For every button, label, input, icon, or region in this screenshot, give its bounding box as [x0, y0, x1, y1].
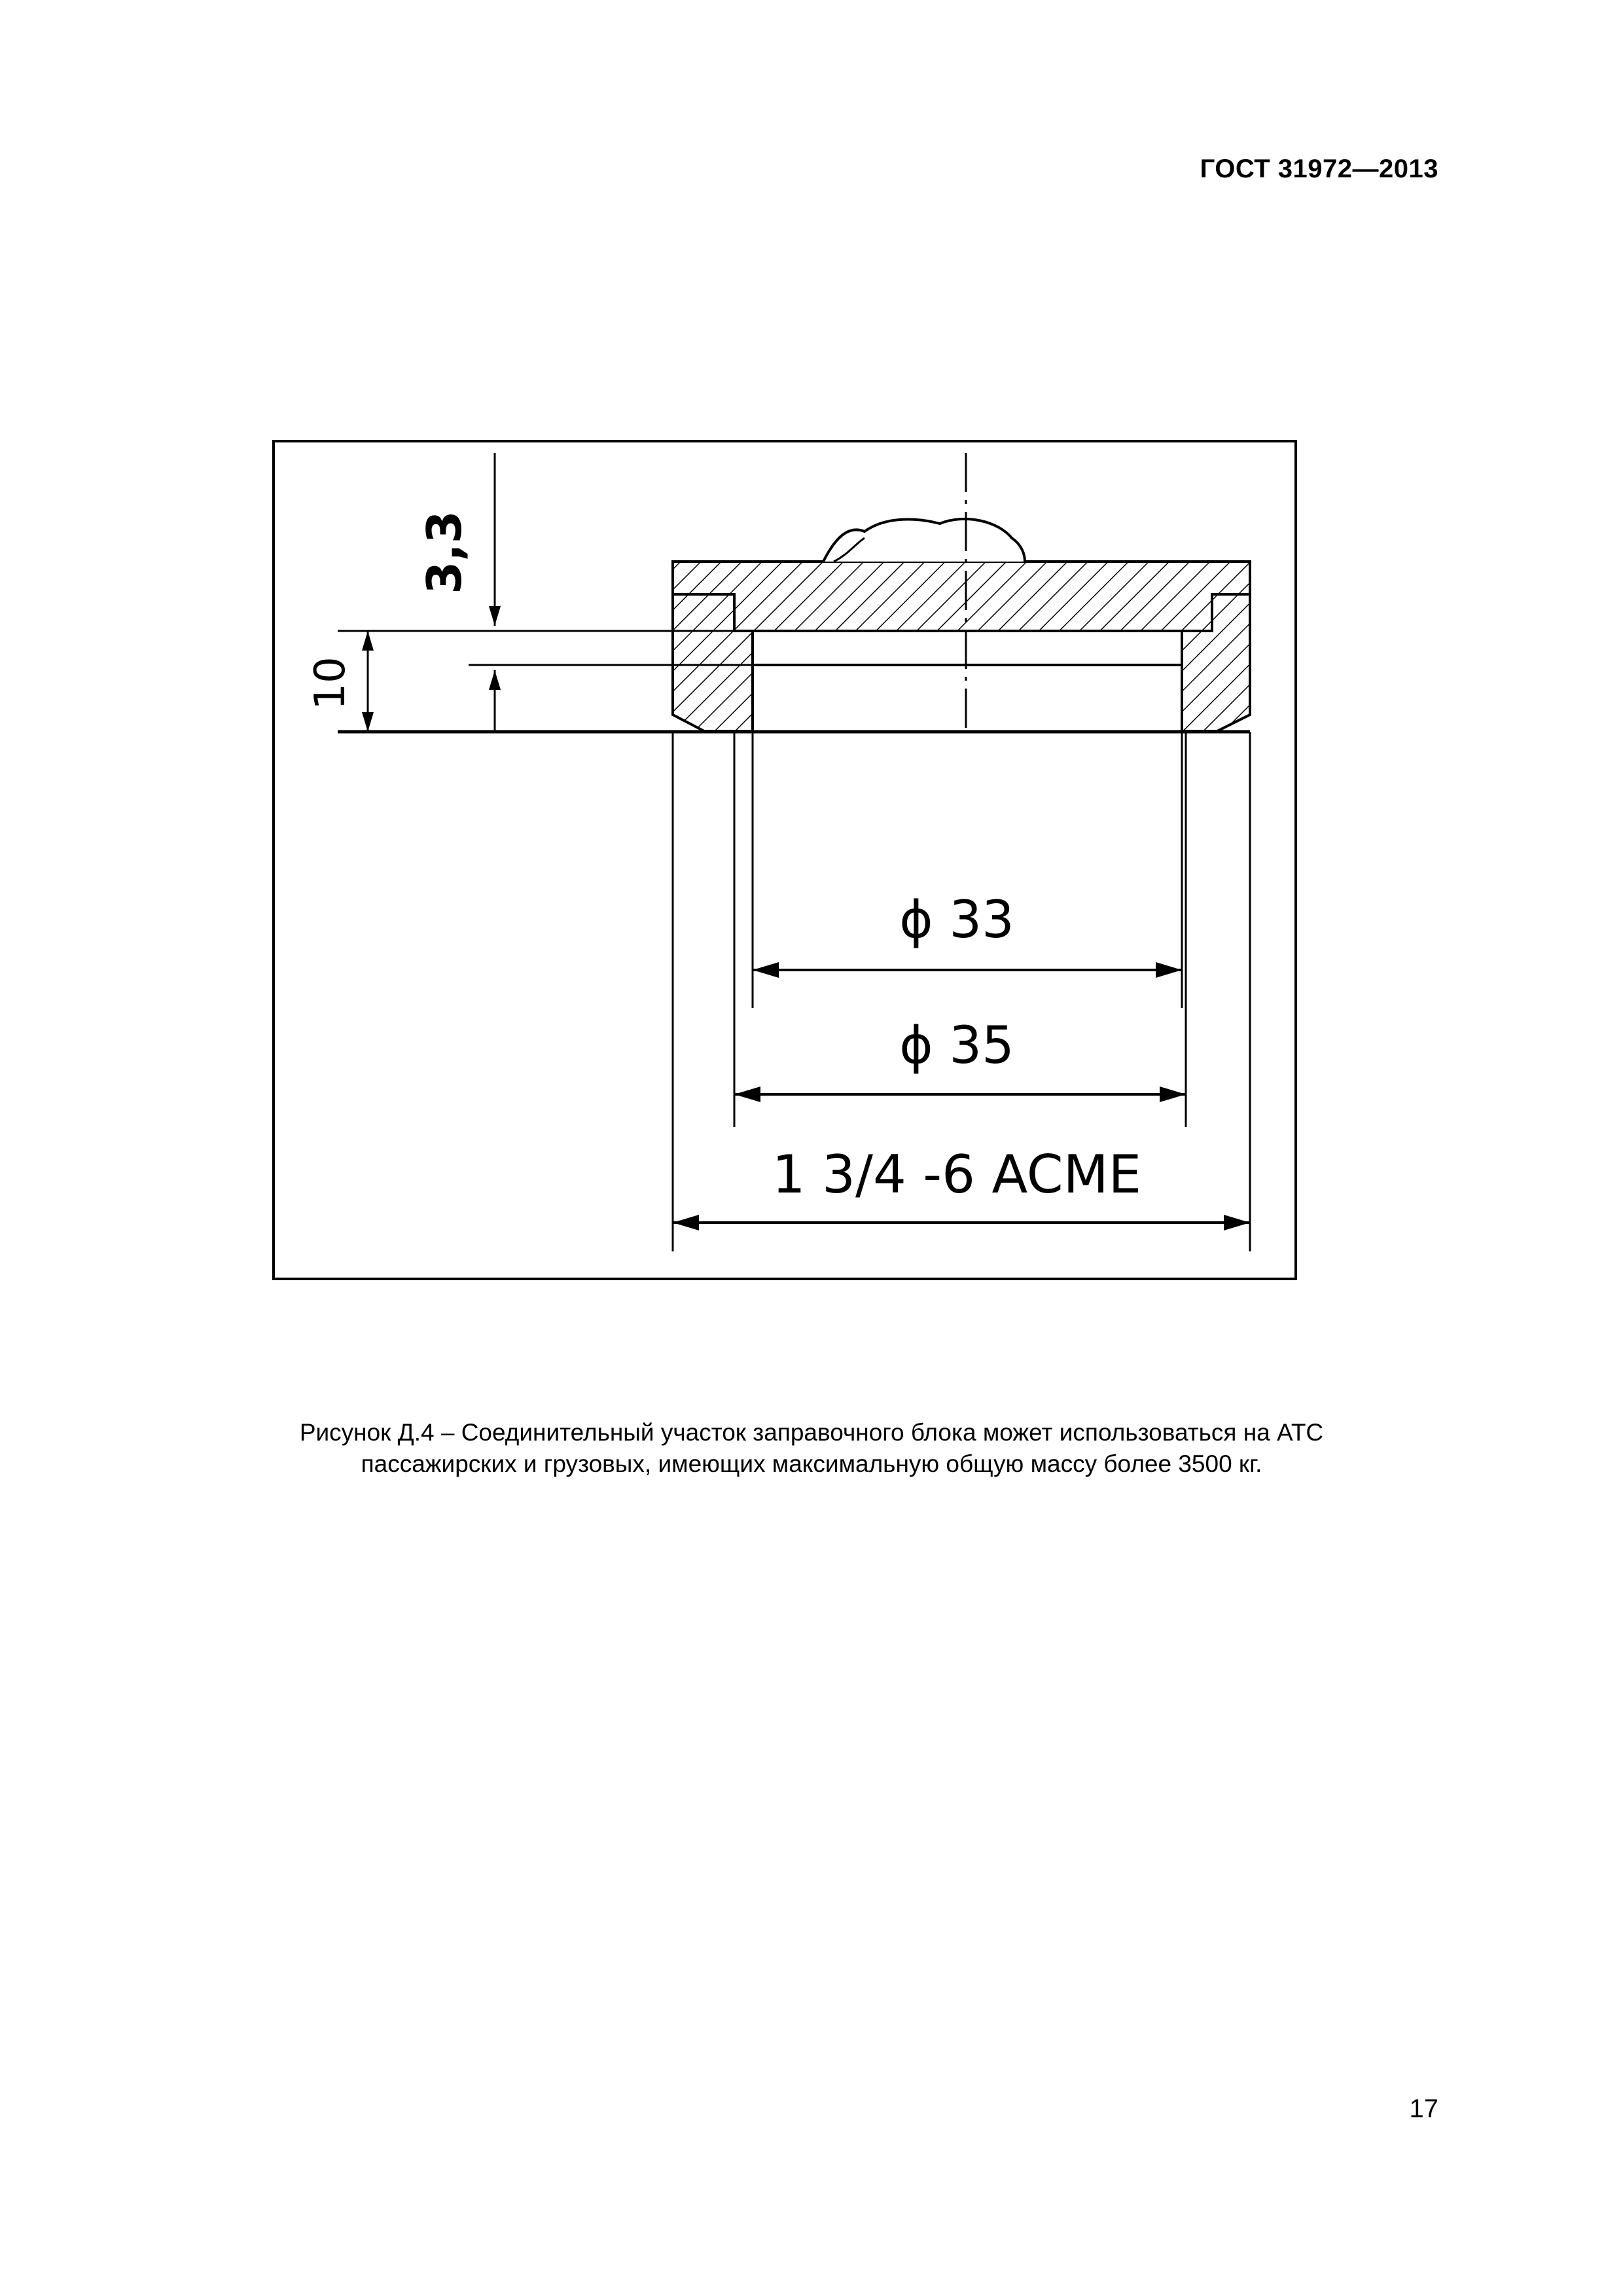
hatched-cap-section: [673, 562, 1250, 631]
page-number: 17: [1409, 2094, 1438, 2123]
dimension-label-thread: 1 3/4 -6 ACME: [772, 1144, 1142, 1205]
technical-drawing: [272, 440, 1297, 1280]
figure-caption: [164, 1417, 1459, 1480]
caption-line-1: Рисунок Д.4 – Соединительный участок заправочного блока может использоваться на АТС: [299, 1419, 1324, 1446]
caption-line-2: пассажирских и грузовых, имеющих максимальную общую массу более 3500 кг.: [361, 1450, 1262, 1477]
document-header: ГОСТ 31972—2013: [1200, 154, 1438, 183]
dimension-label-10: 10: [306, 656, 355, 710]
dimension-label-d35: ϕ 35: [899, 1016, 1014, 1075]
break-line-top: [823, 519, 1025, 562]
dimension-label-3-3: 3,3: [417, 511, 472, 594]
drawing-svg: [272, 440, 1297, 1280]
dimension-label-d33: ϕ 33: [899, 891, 1014, 950]
